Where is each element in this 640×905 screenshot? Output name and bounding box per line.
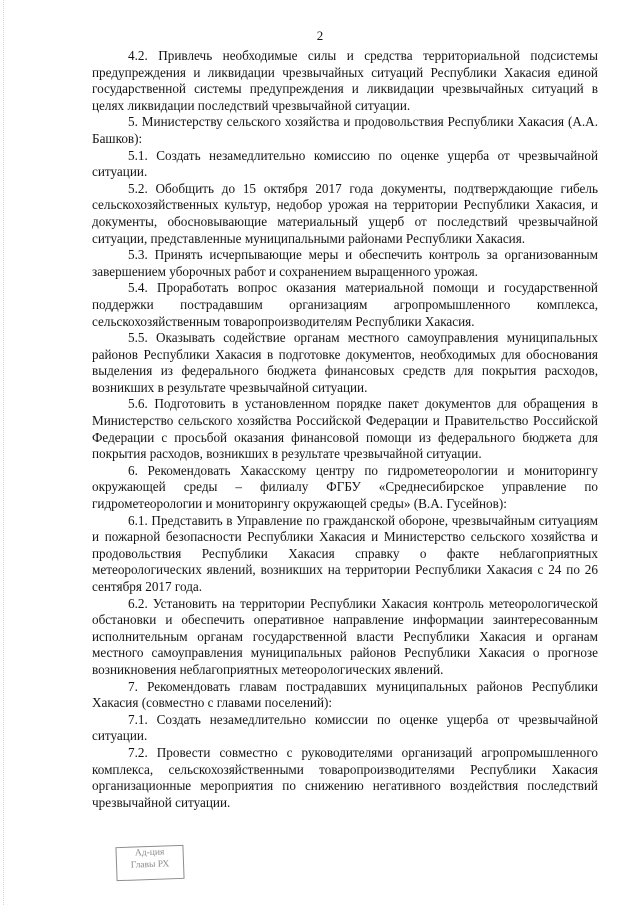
stamp-line-1: Ад-ция [134, 847, 165, 859]
paragraph-5-6: 5.6. Подготовить в установленном порядке пакет документов для обращения в Министерство сельского хозяйства Российской Федерации и Правительство Российской Федерации с просьбой оказания финансовой помощи из федерального бюджета для покрытия расходов, возникших в результате чрезвычайной ситуации. [92, 396, 598, 462]
document-body [92, 48, 598, 811]
paragraph-5: 5. Министерству сельского хозяйства и продовольствия Республики Хакасия (А.А. Башков): [92, 114, 598, 146]
paragraph-7-2: 7.2. Провести совместно с руководителями организаций агропромышленного комплекса, сельскохозяйственными товаропроизводителями Республики Хакасия организационные мероприятия по снижению негативного воздействия последствий чрезвычайной ситуации. [92, 744, 598, 810]
paragraph-6-1: 6.1. Представить в Управление по гражданской обороне, чрезвычайным ситуациям и пожарной безопасности Республики Хакасия и Министерство сельского хозяйства и продовольствия Республики Хакасия справку о факте неблагоприятных метеорологических явлений, возникших на территории Республики Хакасия с 24 по 26 сентября 2017 года. [92, 512, 598, 594]
paragraph-4-2: 4.2. Привлечь необходимые силы и средства территориальной подсистемы предупреждения и ликвидации чрезвычайных ситуаций Республики Хакасия единой государственной системы предупреждения и ликвидации чрезвычайных ситуаций в целях ликвидации последствий чрезвычайной ситуации. [92, 48, 598, 113]
paragraph-6-2: 6.2. Установить на территории Республики Хакасия контроль метеорологической обстановки и обеспечить оперативное направление информации заинтересованным исполнительным органам государственной власти Республики Хакасия и органам местного самоуправления муниципальных районов Республики Хакасия о прогнозе возникновения неблагоприятных метеорологических явлений. [92, 595, 598, 677]
paragraph-5-5: 5.5. Оказывать содействие органам местного самоуправления муниципальных районов Республики Хакасия в подготовке документов, необходимых для обоснования выделения из федерального бюджета финансовых средств для покрытия расходов, возникших в результате чрезвычайной ситуации. [92, 330, 598, 395]
paragraph-5-4: 5.4. Проработать вопрос оказания материальной помощи и государственной поддержки пострадавшим организациям агропромышленного комплекса, сельскохозяйственным товаропроизводителям Республики Хакасия. [92, 280, 598, 329]
stamp-line-2: Главы РХ [130, 859, 170, 871]
registration-stamp [115, 845, 184, 881]
paragraph-5-1: 5.1. Создать незамедлительно комиссию по оценке ущерба от чрезвычайной ситуации. [92, 147, 598, 180]
scan-edge [3, 0, 5, 905]
paragraph-5-3: 5.3. Принять исчерпывающие меры и обеспечить контроль за организованным завершением уборочных работ и сохранением выращенного урожая. [92, 247, 598, 279]
paragraph-6: 6. Рекомендовать Хакасскому центру по гидрометеорологии и мониторингу окружающей среды – филиалу ФГБУ «Среднесибирское управление по гидрометеорологии и мониторингу окружающей среды» (В.А. Гусейнов): [92, 462, 598, 512]
paragraph-5-2: 5.2. Обобщить до 15 октября 2017 года документы, подтверждающие гибель сельскохозяйственных культур, недобор урожая на территории Республики Хакасия, и документы, обосновывающие материальный ущерб от последствий чрезвычайной ситуации, представленные муниципальными районами Республики Хакасия. [92, 180, 598, 246]
page-number: 2 [316, 28, 324, 43]
paragraph-7: 7. Рекомендовать главам пострадавших муниципальных районов Республики Хакасия (совместно с главами поселений): [92, 678, 598, 711]
paragraph-7-1: 7.1. Создать незамедлительно комиссии по оценке ущерба от чрезвычайной ситуации. [92, 711, 598, 744]
